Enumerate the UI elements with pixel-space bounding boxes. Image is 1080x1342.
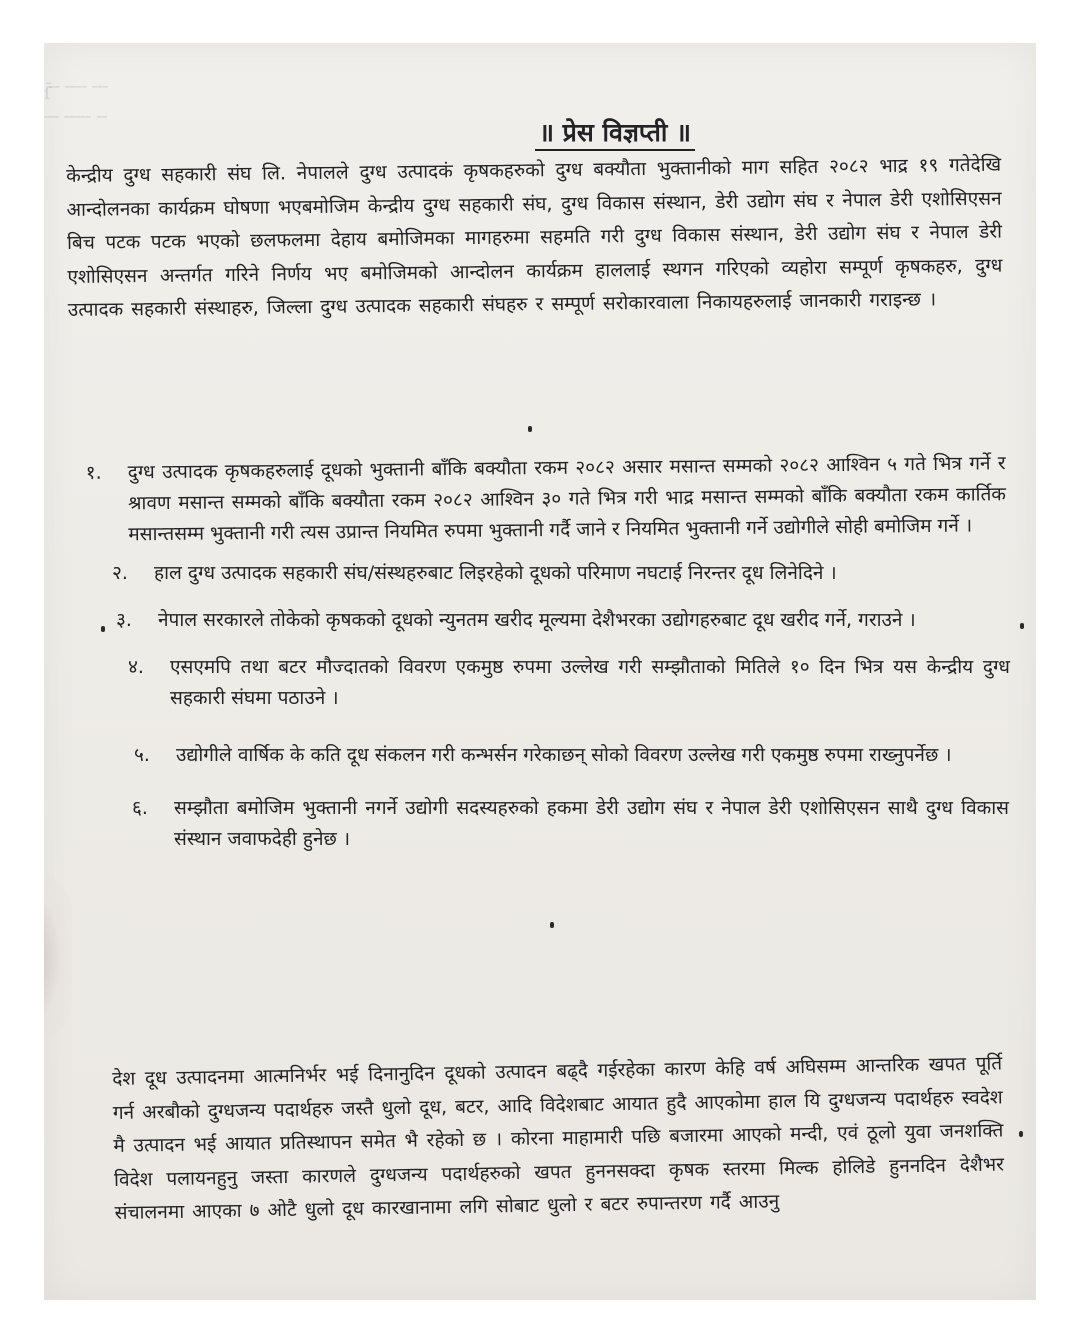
demand-number: १.: [85, 461, 102, 484]
ink-speck: [550, 922, 554, 928]
demand-text: एसएमपि तथा बटर मौज्दातको विवरण एकमुष्ठ रुपमा उल्लेख गरी सम्झौताको मितिले १० दिन भित्र यस केन्द्रीय दुग्ध सहकारी संघमा पठाउने ।: [170, 656, 1010, 709]
demand-number: ३.: [116, 609, 132, 631]
demand-item-2: [112, 558, 1034, 589]
intro-paragraph: केन्द्रीय दुग्ध सहकारी संघ लि. नेपालले दुग्ध उत्पादकं कृषकहरुको दुग्ध बक्यौता भुक्तानीको माग सहित २०८२ भाद्र १९ गतेदेखि आन्दोलनका कार्यक्रम घोषणा भएबमोजिम केन्द्रीय दुग्ध सहकारी संघ, दुग्ध विकास संस्थान, डेरी उद्योग संघ र नेपाल डेरी एशोसिएसन बिच पटक पटक भएको छलफलमा देहाय बमोजिमका मागहरुमा सहमति गरी दुग्ध विकास संस्थान, डेरी उद्योग संघ र नेपाल डेरी एशोसिएसन अन्तर्गत गरिने निर्णय भए बमोजिमको आन्दोलन कार्यक्रम हाललाई स्थगन गरिएको व्यहोरा सम्पूर्ण कृषकहरु, दुग्ध उत्पादक सहकारी संस्थाहरु, जिल्ला दुग्ध उत्पादक सहकारी संघहरु र सम्पूर्ण सरोकारवाला निकायहरुलाई जानकारी गराइन्छ ।: [66, 153, 1003, 321]
bleed-through-text: ſ̄ ̄ ̄ ̄ ̄ ̄ ̄ ̄ ̄ ̄ ̄ ̄ ̄ ̄ ̄ ̄ ̄ ̄ ̄ ̄: [44, 84, 110, 134]
closing-paragraph: देश दूध उत्पादनमा आत्मनिर्भर भई दिनानुदिन दूधको उत्पादन बढ्दै गईरहेका कारण केहि वर्ष अघिसम्म आन्तरिक खपत पूर्ति गर्न अरबौको दुग्धजन्य पदार्थहरु जस्तै धुलो दूध, बटर, आदि विदेशबाट आयात हुदै आएकोमा हाल यि दुग्धजन्य पदार्थहरु स्वदेश मै उत्पादन भई आयात प्रतिस्थापन समेत भै रहेको छ । कोरना माहामारी पछि बजारमा आएको मन्दी, एवं ठूलो युवा जनशक्ति विदेश पलायनहुनु जस्ता कारणले दुग्धजन्य पदार्थहरुको खपत हुननसक्दा कृषक स्तरमा मिल्क होलिडे हुननदिन देशैभर संचालनमा आएका ७ ओटै धुलो दूध कारखानामा लगि सोबाट धुलो र बटर रुपान्तरण गर्दै आउनु: [112, 1052, 1005, 1224]
demand-list: [85, 452, 1010, 871]
demand-text: उद्योगीले वार्षिक के कति दूध संकलन गरी कन्भर्सन गरेकाछन् सोको विवरण उल्लेख गरी एकमुष्ठ रुपमा राख्नुपर्नेछ ।: [176, 744, 952, 766]
demand-item-3: [116, 605, 1028, 636]
demand-text: नेपाल सरकारले तोकेको कृषकको दूधको न्युनतम खरीद मूल्यमा देशैभरका उद्योगहरुबाट दूध खरीद गर्ने, गराउने ।: [158, 609, 916, 631]
ink-speck: [1019, 1131, 1023, 1137]
demand-text: सम्झौता बमोजिम भुक्तानी नगर्ने उद्योगी सदस्यहरुको हकमा डेरी उद्योग संघ र नेपाल डेरी एशोसिएसन साथै दुग्ध विकास संस्थान जवाफदेही हुनेछ ।: [174, 797, 1009, 850]
demand-number: २.: [112, 562, 128, 584]
demand-item-6: [132, 793, 1009, 855]
demand-item-4: [128, 652, 1010, 714]
page-title: ॥ प्रेस विज्ञप्ती ॥: [44, 115, 1036, 149]
demand-text: हाल दुग्ध उत्पादक सहकारी संघ/संस्थहरुबाट लिइरहेको दूधको परिमाण नघटाई निरन्तर दूध लिनेदिने ।: [154, 562, 837, 584]
demand-number: ६.: [132, 797, 148, 819]
demand-item-5: [134, 740, 1011, 771]
ink-speck: [1020, 623, 1024, 629]
demand-number: ५.: [134, 744, 150, 766]
demand-item-1: [86, 448, 1007, 551]
document-page: [44, 43, 1036, 1300]
ink-speck: [101, 626, 105, 632]
demand-text: दुग्ध उत्पादक कृषकहरुलाई दूधको भुक्तानी बाँकि बक्यौता रकम २०८२ असार मसान्त सम्मको २०८२ आश्विन ५ गते भित्र गर्ने र श्रावण मसान्त सम्मको बाँकि बक्यौता रकम २०८२ आश्विन ३० गते भित्र गरी भाद्र मसान्त सम्मको बाँकि बक्यौता रकम कार्तिक मसान्तसम्म भुक्तानी गरी त्यस उप्रान्त नियमित रुपमा भुक्तानी गर्दै जाने र नियमित भुक्तानी गर्ने उद्योगीले सोही बमोजिम गर्ने ।: [127, 452, 1007, 546]
ink-speck: [528, 426, 532, 432]
demand-number: ४.: [128, 656, 144, 678]
finger-shadow: [44, 868, 72, 1048]
